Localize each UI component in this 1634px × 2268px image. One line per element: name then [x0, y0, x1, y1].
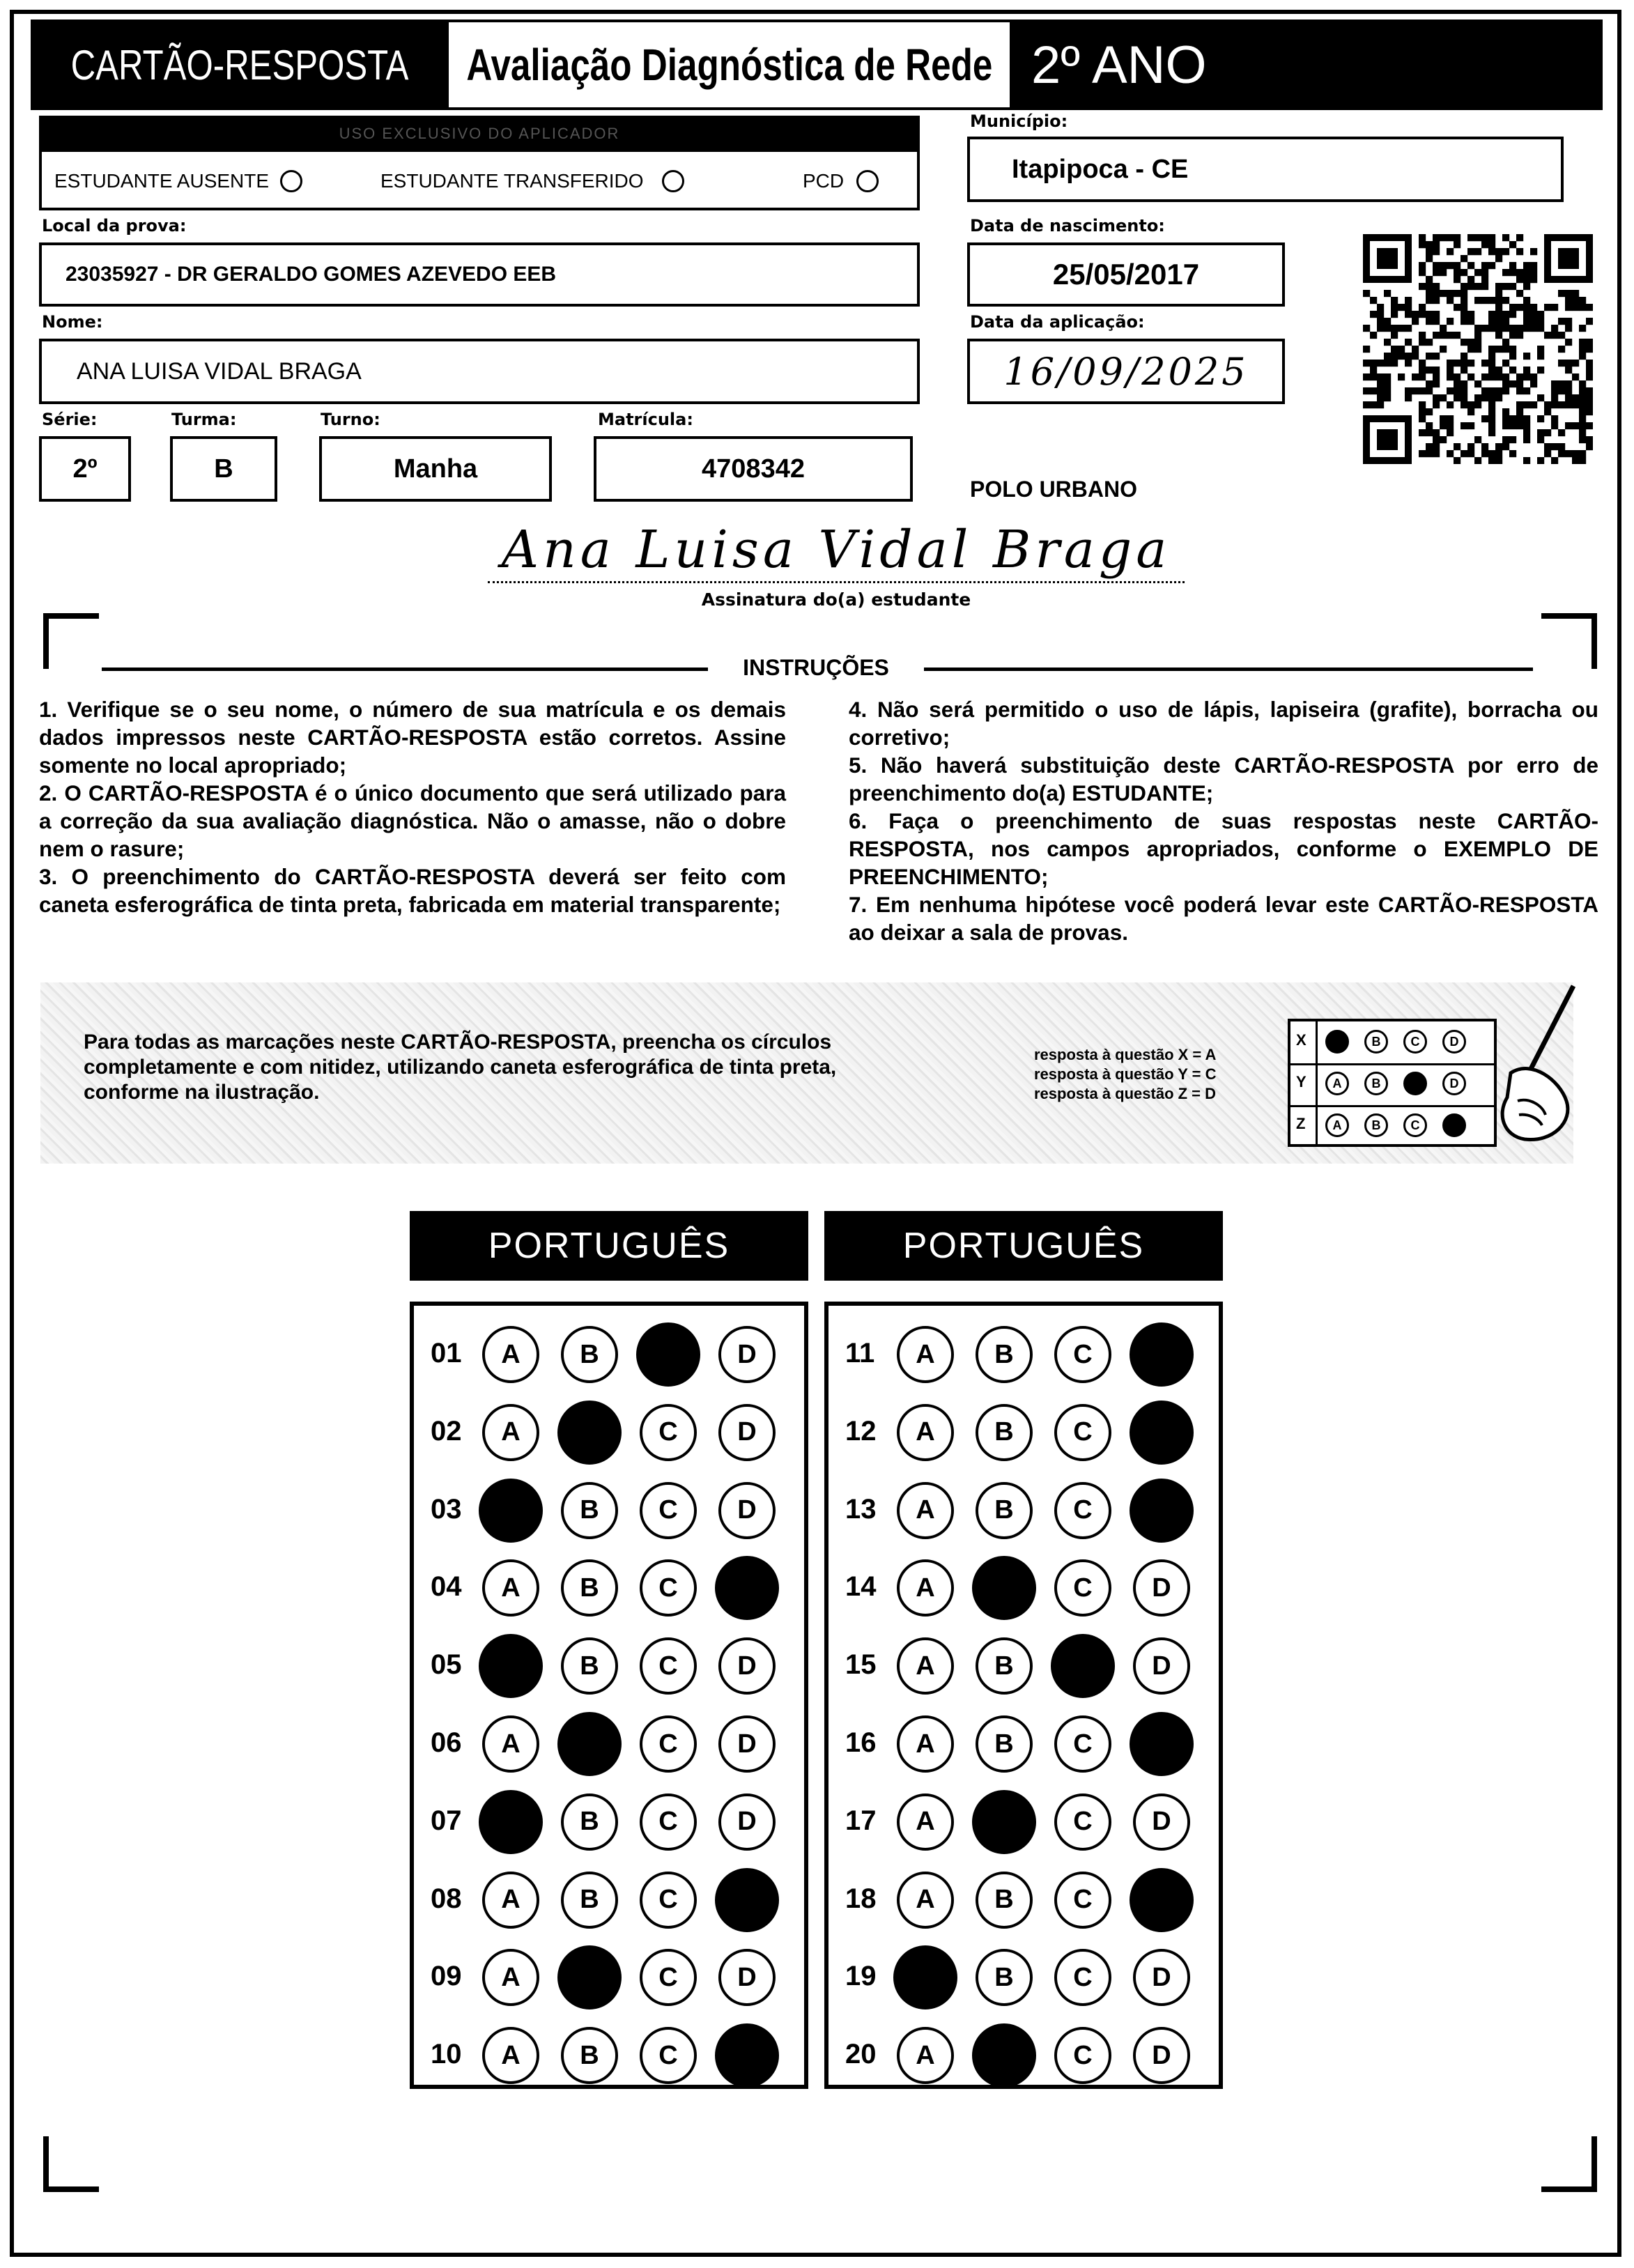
nome-field [39, 339, 920, 404]
bubble-letter: D [737, 1651, 757, 1681]
answer-bubble-10-a[interactable] [482, 2027, 539, 2084]
instruction-1: 1. Verifique se o seu nome, o número de sua matrícula e os demais dados impressos neste CARTÃO-RESPOSTA estão corretos. Assine somente no local apropriado; [39, 697, 786, 778]
answer-bubble-20-d[interactable] [1133, 2027, 1190, 2084]
question-number: 07 [431, 1805, 462, 1836]
transferred-option[interactable] [380, 167, 684, 195]
bubble-letter: B [994, 1495, 1014, 1525]
question-number: 02 [431, 1415, 462, 1447]
corner-mark-bottom-right [1541, 2186, 1597, 2192]
answer-bubble-03-d[interactable] [718, 1482, 776, 1539]
answer-bubble-11-a[interactable] [897, 1326, 954, 1383]
bubble-letter: D [737, 1962, 757, 1992]
answer-bubble-04-a[interactable] [482, 1559, 539, 1617]
bubble-letter: A [501, 1885, 521, 1915]
answer-bubble-04-c[interactable] [640, 1559, 697, 1617]
example-bubble-b: B [1364, 1113, 1388, 1137]
bubble-letter: C [1073, 1729, 1093, 1759]
bubble-letter: A [916, 1495, 935, 1525]
grade-text: 2º ANO [1031, 35, 1207, 95]
answer-bubble-18-a[interactable] [897, 1872, 954, 1929]
answer-bubble-01-d[interactable] [718, 1326, 776, 1383]
example-legend-z: resposta à questão Z = D [1034, 1085, 1217, 1102]
answer-bubble-20-a[interactable] [897, 2027, 954, 2084]
answer-bubble-03-b[interactable] [561, 1482, 618, 1539]
instruction-6: 6. Faça o preenchimento de suas respostas neste CARTÃO-RESPOSTA, nos campos apropriados, conforme o EXEMPLO DE PREENCHIMENTO; [849, 808, 1598, 889]
corner-mark-bottom-left-v [43, 2136, 49, 2192]
example-text: Para todas as marcações neste CARTÃO-RESPOSTA, preencha os círculos completamente e com nitidez, utilizando caneta esferográfica de tinta preta, conforme na ilustração. [84, 1031, 837, 1104]
answer-bubble-12-b[interactable] [976, 1404, 1033, 1461]
applicator-title: USO EXCLUSIVO DO APLICADOR [339, 125, 620, 142]
bubble-letter: A [501, 1339, 521, 1369]
answer-bubble-13-d[interactable] [1130, 1479, 1194, 1543]
bubble-letter: C [658, 1573, 678, 1603]
bubble-letter: A [916, 1417, 935, 1447]
corner-mark-top-left-v [43, 613, 49, 669]
answer-bubble-14-c[interactable] [1054, 1559, 1111, 1617]
question-number: 19 [845, 1961, 877, 1992]
answer-bubble-12-d[interactable] [1130, 1401, 1194, 1465]
answer-bubble-11-b[interactable] [976, 1326, 1033, 1383]
example-bubble-d [1442, 1113, 1466, 1137]
bubble-letter: D [737, 1495, 757, 1525]
instruction-7: 7. Em nenhuma hipótese você poderá levar este CARTÃO-RESPOSTA ao deixar a sala de provas. [849, 892, 1598, 945]
turma-value: B [214, 454, 233, 484]
example-bubble-c [1403, 1072, 1427, 1095]
bubble-letter: D [1152, 2040, 1171, 2070]
bubble-letter: A [916, 2040, 935, 2070]
answer-bubble-16-c[interactable] [1054, 1715, 1111, 1773]
answer-bubble-07-c[interactable] [640, 1793, 697, 1851]
answer-bubble-04-b[interactable] [561, 1559, 618, 1617]
instructions-left [39, 695, 786, 918]
bubble-letter: B [580, 2040, 599, 2070]
absent-circle[interactable] [280, 170, 302, 192]
instructions-right [849, 695, 1598, 946]
answer-bubble-18-c[interactable] [1054, 1872, 1111, 1929]
instructions-rule-right [924, 668, 1533, 671]
question-number: 09 [431, 1961, 462, 1992]
local-value: 23035927 - DR GERALDO GOMES AZEVEDO EEB [65, 263, 557, 286]
bubble-letter: B [580, 1885, 599, 1915]
example-legend-y: resposta à questão Y = C [1034, 1065, 1217, 1083]
turno-value: Manha [393, 454, 478, 484]
answer-bubble-01-c[interactable] [636, 1322, 700, 1387]
bubble-letter: B [994, 1417, 1014, 1447]
question-number: 12 [845, 1415, 877, 1447]
example-bubble-b: B [1364, 1072, 1388, 1095]
answer-bubble-15-b[interactable] [976, 1637, 1033, 1695]
example-bubble-b: B [1364, 1030, 1388, 1054]
bubble-letter: C [1073, 1339, 1093, 1369]
bubble-letter: D [1152, 1651, 1171, 1681]
answer-bubble-14-a[interactable] [897, 1559, 954, 1617]
answer-bubble-03-c[interactable] [640, 1482, 697, 1539]
question-number: 10 [431, 2039, 462, 2070]
answer-bubble-10-d[interactable] [715, 2023, 779, 2088]
bubble-letter: C [658, 1417, 678, 1447]
bubble-letter: B [994, 1885, 1014, 1915]
answer-bubble-18-d[interactable] [1130, 1868, 1194, 1932]
answer-bubble-02-d[interactable] [718, 1404, 776, 1461]
polo-label: POLO URBANO [970, 477, 1137, 502]
block-title-1: PORTUGUÊS [410, 1211, 808, 1281]
nome-label: Nome: [42, 312, 103, 332]
turno-label: Turno: [321, 410, 380, 429]
answer-bubble-06-b[interactable] [557, 1712, 622, 1776]
municipio-value: Itapipoca - CE [1012, 154, 1189, 184]
answer-bubble-07-a[interactable] [479, 1790, 543, 1854]
bubble-letter: B [580, 1573, 599, 1603]
bubble-letter: A [916, 1729, 935, 1759]
transferred-label: ESTUDANTE TRANSFERIDO [380, 170, 644, 192]
answer-bubble-10-c[interactable] [640, 2027, 697, 2084]
answer-bubble-01-b[interactable] [561, 1326, 618, 1383]
serie-value: 2º [72, 454, 98, 484]
bubble-letter: B [994, 1729, 1014, 1759]
bubble-letter: A [916, 1339, 935, 1369]
question-number: 16 [845, 1727, 877, 1758]
bubble-letter: C [1073, 1962, 1093, 1992]
pcd-option[interactable] [803, 167, 879, 195]
turma-field [170, 436, 277, 502]
example-bubble-c: C [1403, 1113, 1427, 1137]
answer-bubble-07-d[interactable] [718, 1793, 776, 1851]
example-bubble-a: A [1325, 1072, 1349, 1095]
bubble-letter: A [501, 1573, 521, 1603]
bubble-letter: C [1073, 1573, 1093, 1603]
turno-field [319, 436, 552, 502]
signature[interactable] [488, 503, 1185, 580]
answer-bubble-08-d[interactable] [715, 1868, 779, 1932]
example-legend-x: resposta à questão X = A [1034, 1046, 1217, 1063]
answer-bubble-17-b[interactable] [972, 1790, 1036, 1854]
answer-bubble-08-b[interactable] [561, 1872, 618, 1929]
card-label [68, 20, 411, 110]
bubble-letter: C [658, 1962, 678, 1992]
instruction-3: 3. O preenchimento do CARTÃO-RESPOSTA deverá ser feito com caneta esferográfica de tinta preta, fabricada em material transparente; [39, 864, 786, 917]
answer-bubble-05-c[interactable] [640, 1637, 697, 1695]
answer-bubble-06-c[interactable] [640, 1715, 697, 1773]
answer-bubble-14-d[interactable] [1133, 1559, 1190, 1617]
signature-label: Assinatura do(a) estudante [701, 589, 971, 610]
corner-mark-bottom-right-v [1591, 2136, 1597, 2192]
bubble-letter: D [737, 1339, 757, 1369]
example-legend [1034, 1045, 1271, 1104]
example-grid [1288, 1019, 1497, 1147]
bubble-letter: A [501, 2040, 521, 2070]
answer-bubble-03-a[interactable] [479, 1479, 543, 1543]
answer-bubble-20-c[interactable] [1054, 2027, 1111, 2084]
bubble-letter: A [916, 1573, 935, 1603]
bubble-letter: C [658, 1885, 678, 1915]
answer-bubble-18-b[interactable] [976, 1872, 1033, 1929]
answer-bubble-09-b[interactable] [557, 1945, 622, 2009]
question-number: 11 [845, 1338, 875, 1368]
corner-mark-top-right [1541, 613, 1597, 619]
bubble-letter: A [916, 1651, 935, 1681]
answer-bubble-06-a[interactable] [482, 1715, 539, 1773]
applicator-title-bar [39, 116, 920, 152]
block-title-2: PORTUGUÊS [824, 1211, 1223, 1281]
bubble-letter: C [658, 1651, 678, 1681]
instructions-title: INSTRUÇÕES [743, 655, 889, 680]
matricula-field [594, 436, 913, 502]
matricula-label: Matrícula: [598, 410, 693, 429]
bubble-letter: B [580, 1651, 599, 1681]
aplicacao-field[interactable] [967, 339, 1285, 404]
municipio-field [967, 137, 1564, 202]
example-bubble-c: C [1403, 1030, 1427, 1054]
answer-bubble-08-a[interactable] [482, 1872, 539, 1929]
instruction-4: 4. Não será permitido o uso de lápis, lapiseira (grafite), borracha ou corretivo; [849, 697, 1598, 750]
question-number: 04 [431, 1571, 462, 1603]
local-label: Local da prova: [42, 216, 187, 236]
nome-value: ANA LUISA VIDAL BRAGA [77, 357, 362, 385]
answer-bubble-12-c[interactable] [1054, 1404, 1111, 1461]
bubble-letter: C [658, 1729, 678, 1759]
answer-bubble-20-b[interactable] [972, 2023, 1036, 2088]
example-row-label: Y [1296, 1073, 1307, 1090]
answer-bubble-05-d[interactable] [718, 1637, 776, 1695]
answer-bubble-19-c[interactable] [1054, 1949, 1111, 2006]
bubble-letter: D [1152, 1573, 1171, 1603]
answer-bubble-09-a[interactable] [482, 1949, 539, 2006]
serie-field [39, 436, 131, 502]
bubble-letter: C [658, 1807, 678, 1837]
example-bubble-d: D [1442, 1030, 1466, 1054]
answer-bubble-02-a[interactable] [482, 1404, 539, 1461]
question-number: 17 [845, 1805, 877, 1836]
instructions-rule-left [102, 668, 708, 671]
bubble-letter: C [1073, 2040, 1093, 2070]
answer-bubble-02-c[interactable] [640, 1404, 697, 1461]
answer-bubble-01-a[interactable] [482, 1326, 539, 1383]
bubble-letter: C [658, 1495, 678, 1525]
answer-bubble-13-c[interactable] [1054, 1482, 1111, 1539]
bubble-letter: B [580, 1339, 599, 1369]
instruction-5: 5. Não haverá substituição deste CARTÃO-RESPOSTA por erro de preenchimento do(a) ESTUDANTE; [849, 753, 1598, 805]
answer-bubble-17-d[interactable] [1133, 1793, 1190, 1851]
example-row-divider [1290, 1105, 1494, 1107]
pcd-label: PCD [803, 170, 845, 192]
example-col-divider [1316, 1021, 1318, 1144]
exam-title: Avaliação Diagnóstica de Rede [466, 40, 992, 90]
example-bubble-d: D [1442, 1072, 1466, 1095]
pen-hand-icon [1476, 982, 1580, 1150]
bubble-letter: A [501, 1417, 521, 1447]
bubble-letter: B [994, 1651, 1014, 1681]
answer-bubble-05-b[interactable] [561, 1637, 618, 1695]
grade-label [1031, 20, 1240, 110]
question-number: 06 [431, 1727, 462, 1758]
absent-option[interactable] [54, 167, 302, 195]
answer-bubble-10-b[interactable] [561, 2027, 618, 2084]
nascimento-field [967, 242, 1285, 307]
bubble-letter: B [994, 1339, 1014, 1369]
answer-bubble-16-d[interactable] [1130, 1712, 1194, 1776]
bubble-letter: D [737, 1729, 757, 1759]
pcd-circle[interactable] [856, 170, 879, 192]
exam-title-box [449, 22, 1010, 107]
absent-label: ESTUDANTE AUSENTE [54, 170, 270, 192]
answer-bubble-07-b[interactable] [561, 1793, 618, 1851]
answer-bubble-15-d[interactable] [1133, 1637, 1190, 1695]
bubble-letter: A [916, 1807, 935, 1837]
matricula-value: 4708342 [702, 454, 805, 484]
answer-bubble-08-c[interactable] [640, 1872, 697, 1929]
signature-handwriting: Ana Luisa Vidal Braga [501, 520, 1171, 580]
corner-mark-bottom-left [43, 2186, 99, 2192]
signature-line [488, 581, 1185, 583]
question-number: 20 [845, 2039, 877, 2070]
answer-bubble-16-b[interactable] [976, 1715, 1033, 1773]
nascimento-label: Data de nascimento: [970, 216, 1165, 236]
answer-bubble-19-a[interactable] [893, 1945, 957, 2009]
bubble-letter: B [580, 1495, 599, 1525]
question-number: 14 [845, 1571, 877, 1603]
bubble-letter: B [994, 1962, 1014, 1992]
bubble-letter: C [1073, 1417, 1093, 1447]
answer-bubble-14-b[interactable] [972, 1556, 1036, 1620]
bubble-letter: A [501, 1962, 521, 1992]
bubble-letter: C [658, 2040, 678, 2070]
example-row-label: Z [1296, 1115, 1306, 1132]
answer-bubble-05-a[interactable] [479, 1634, 543, 1698]
answer-bubble-19-d[interactable] [1133, 1949, 1190, 2006]
answer-bubble-04-d[interactable] [715, 1556, 779, 1620]
answer-bubble-06-d[interactable] [718, 1715, 776, 1773]
bubble-letter: C [1073, 1495, 1093, 1525]
serie-label: Série: [42, 410, 98, 429]
bubble-letter: D [1152, 1962, 1171, 1992]
qr-code [1363, 234, 1593, 464]
bubble-letter: A [916, 1885, 935, 1915]
nascimento-value: 25/05/2017 [1052, 258, 1200, 291]
question-number: 15 [845, 1649, 877, 1681]
bubble-letter: A [501, 1729, 521, 1759]
answer-bubble-15-c[interactable] [1051, 1634, 1115, 1698]
answer-bubble-02-b[interactable] [557, 1401, 622, 1465]
corner-mark-top-right-v [1591, 613, 1597, 669]
answer-bubble-16-a[interactable] [897, 1715, 954, 1773]
aplicacao-label: Data da aplicação: [970, 312, 1145, 332]
answer-bubble-09-d[interactable] [718, 1949, 776, 2006]
answer-bubble-11-d[interactable] [1130, 1322, 1194, 1387]
example-row-divider [1290, 1063, 1494, 1065]
card-label-text: CARTÃO-RESPOSTA [70, 41, 409, 88]
example-bubble-a [1325, 1030, 1349, 1054]
bubble-letter: D [737, 1807, 757, 1837]
transferred-circle[interactable] [662, 170, 684, 192]
question-number: 01 [431, 1338, 462, 1368]
aplicacao-value: 16/09/2025 [1003, 349, 1249, 394]
bubble-letter: D [737, 1417, 757, 1447]
question-number: 13 [845, 1493, 877, 1525]
answer-bubble-09-c[interactable] [640, 1949, 697, 2006]
question-number: 08 [431, 1883, 462, 1914]
turma-label: Turma: [171, 410, 237, 429]
bubble-letter: C [1073, 1885, 1093, 1915]
answer-bubble-12-a[interactable] [897, 1404, 954, 1461]
instruction-2: 2. O CARTÃO-RESPOSTA é o único documento que será utilizado para a correção da sua avaliação diagnóstica. Não o amasse, não o dobre nem o rasure; [39, 780, 786, 861]
answer-bubble-13-b[interactable] [976, 1482, 1033, 1539]
answer-bubble-11-c[interactable] [1054, 1326, 1111, 1383]
answer-bubble-17-c[interactable] [1054, 1793, 1111, 1851]
question-number: 03 [431, 1493, 462, 1525]
answer-bubble-13-a[interactable] [897, 1482, 954, 1539]
local-field [39, 242, 920, 307]
question-number: 18 [845, 1883, 877, 1914]
municipio-label: Município: [970, 111, 1068, 131]
answer-bubble-17-a[interactable] [897, 1793, 954, 1851]
bubble-letter: C [1073, 1807, 1093, 1837]
corner-mark-top-left [43, 613, 99, 619]
example-bubble-a: A [1325, 1113, 1349, 1137]
question-number: 05 [431, 1649, 462, 1681]
bubble-letter: B [580, 1807, 599, 1837]
answer-bubble-19-b[interactable] [976, 1949, 1033, 2006]
example-row-label: X [1296, 1031, 1307, 1049]
bubble-letter: D [1152, 1807, 1171, 1837]
answer-bubble-15-a[interactable] [897, 1637, 954, 1695]
